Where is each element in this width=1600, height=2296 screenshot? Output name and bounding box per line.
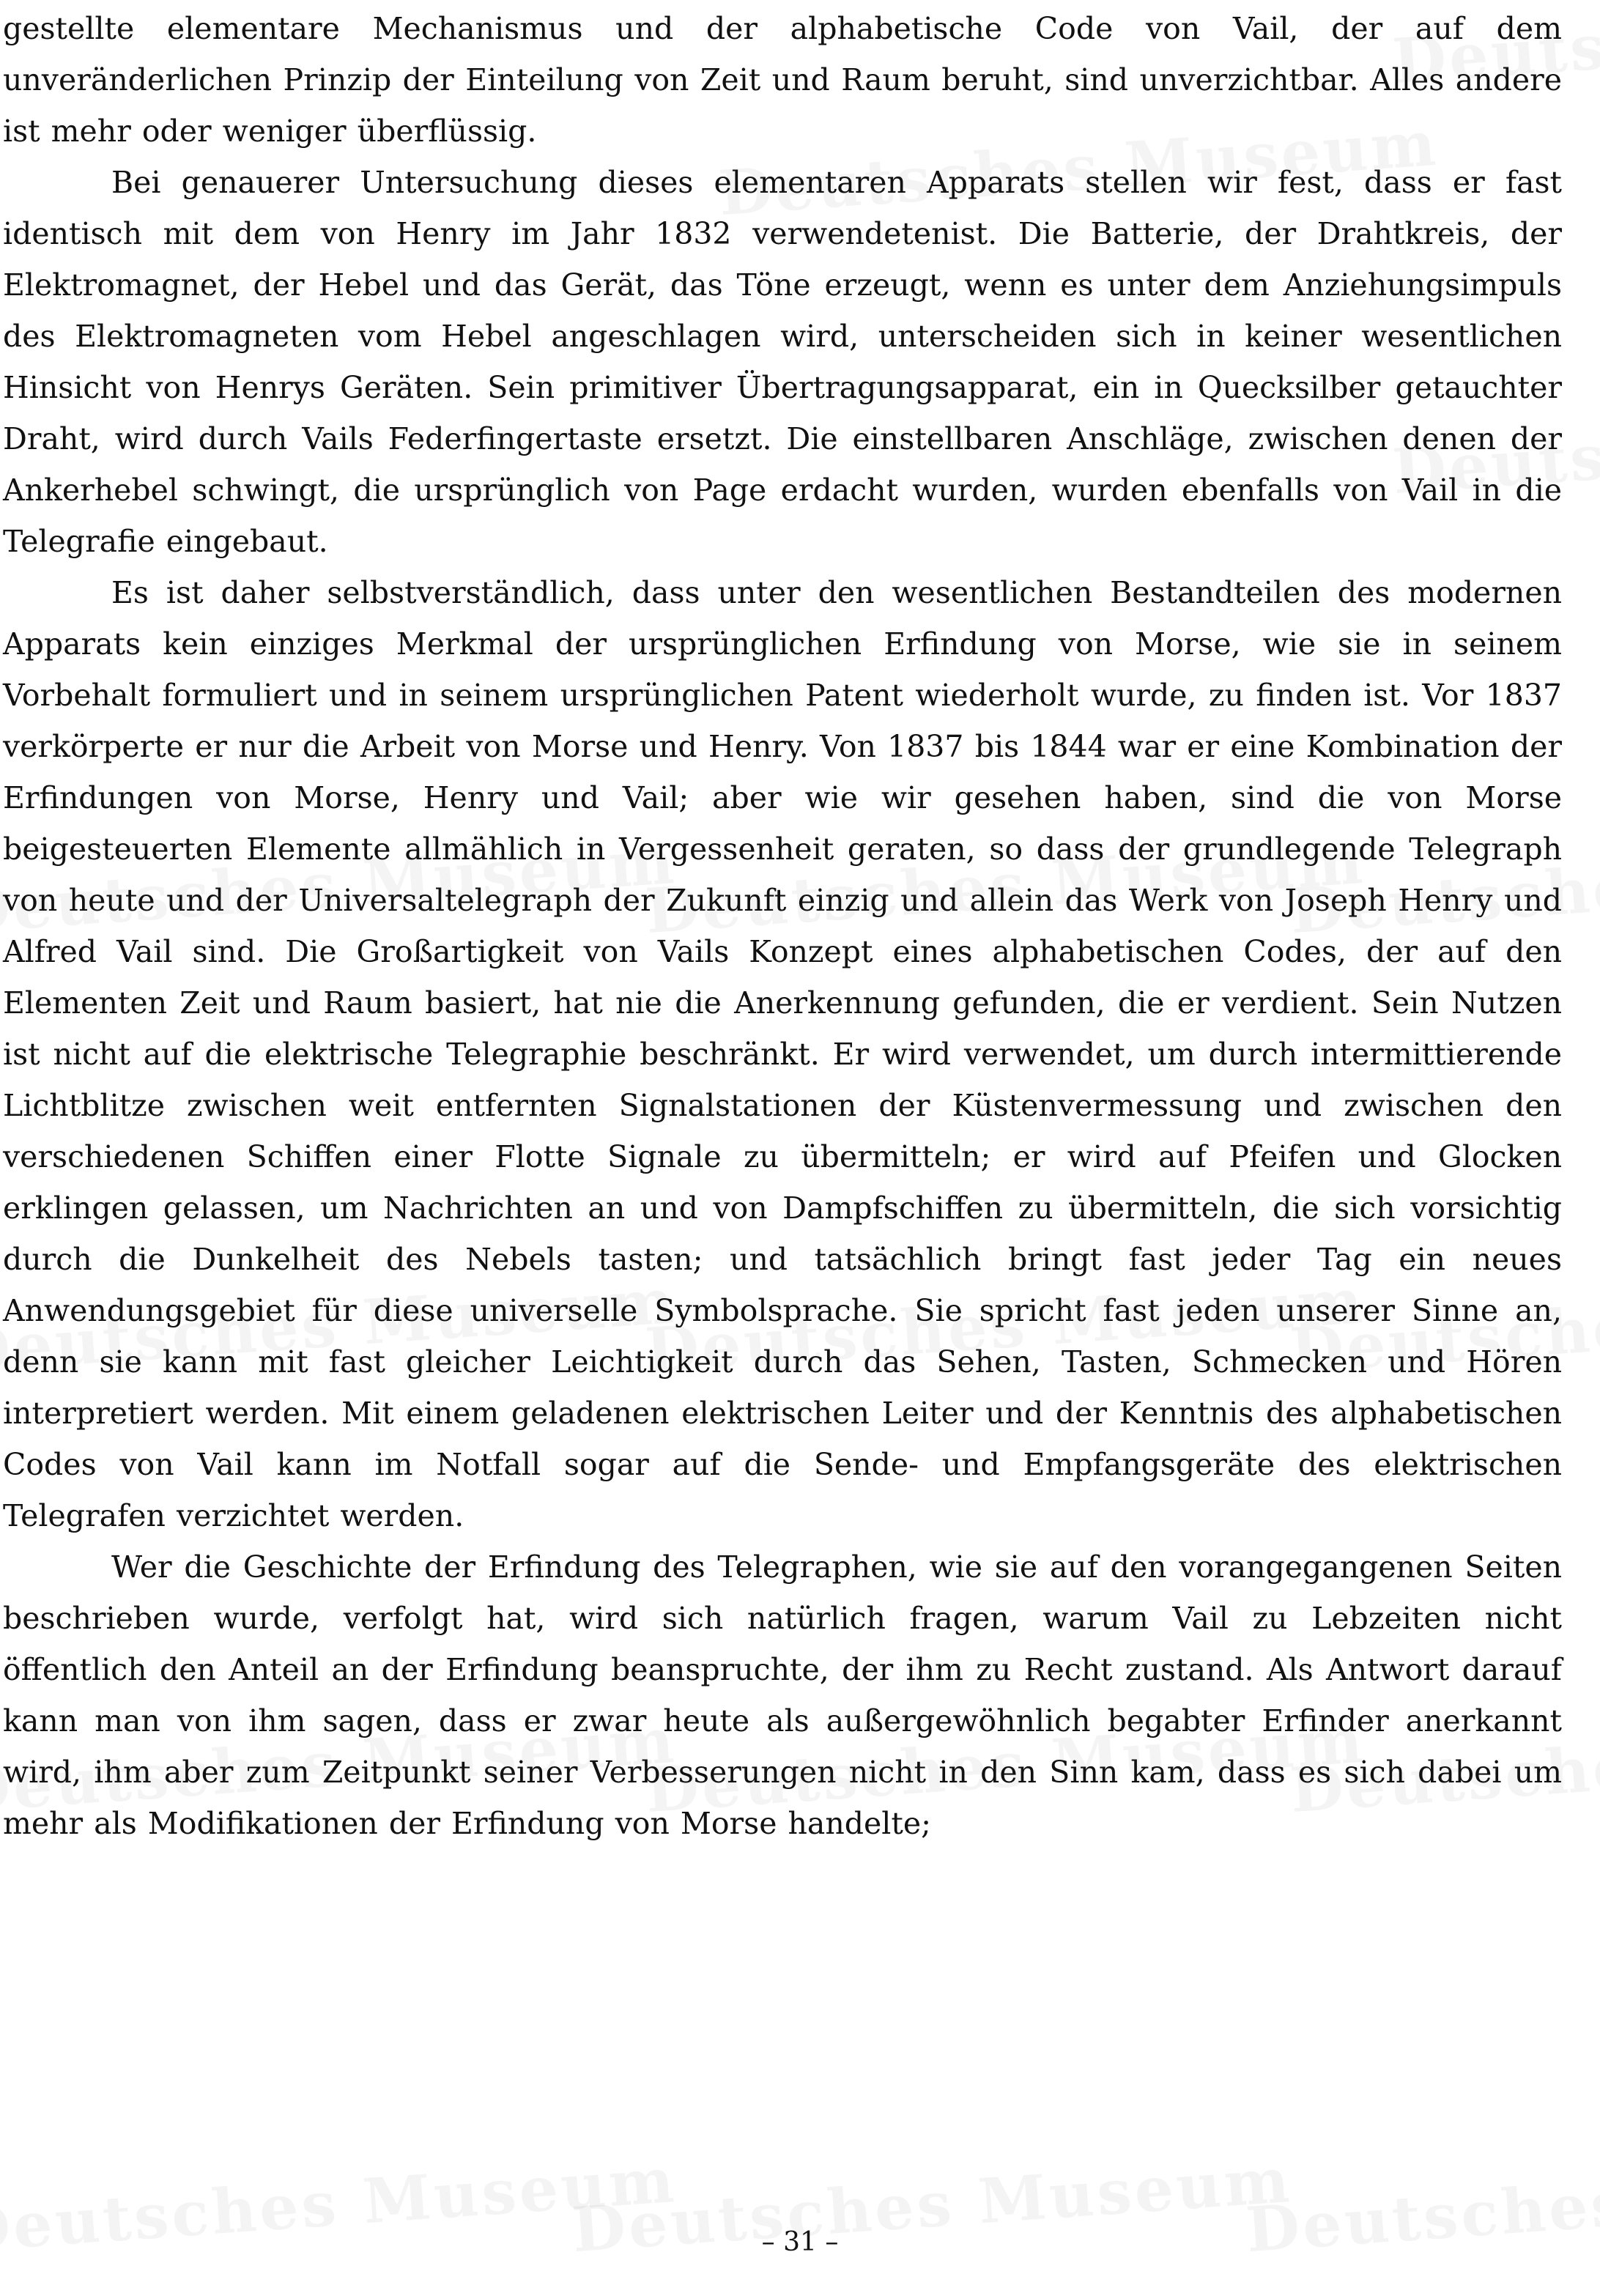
paragraph: Wer die Geschichte der Erfindung des Telegraphen, wie sie auf den vorangegangenen Seiten beschrieben wurde, verfolgt hat, wird sich natürlich fragen, warum Vail zu Lebzeiten nicht öffentlich den Anteil an der Erfindung beanspruchte, der ihm zu Recht zustand. Als Antwort darauf kann man von ihm sagen, dass er zwar heute als außergewöhnlich begabter Erfinder anerkannt wird, ihm aber zum Zeitpunkt seiner Verbesserungen nicht in den Sinn kam, dass es sich dabei um mehr als Modifikationen der Erfindung von Morse handelte; [3,1549,1562,1841]
body-text [3,3,1562,1849]
paragraph: gestellte elementare Mechanismus und der alphabetische Code von Vail, der auf dem unveränderlichen Prinzip der Einteilung von Zeit und Raum beruht, sind unverzichtbar. Alles andere ist mehr oder weniger überflüssig. [3,11,1562,149]
page-number: – 31 – [761,2227,839,2257]
paragraph: Es ist daher selbstverständlich, dass unter den wesentlichen Bestandteilen des modernen Apparats kein einziges Merkmal der ursprünglichen Erfindung von Morse, wie sie in seinem Vorbehalt formuliert und in seinem ursprünglichen Patent wiederholt wurde, zu finden ist. Vor 1837 verkörperte er nur die Arbeit von Morse und Henry. Von 1837 bis 1844 war er eine Kombination der Erfindungen von Morse, Henry und Vail; aber wie wir gesehen haben, sind die von Morse beigesteuerten Elemente allmählich in Vergessenheit geraten, so dass der grundlegende Telegraph von heute und der Universaltelegraph der Zukunft einzig und allein das Werk von Joseph Henry und Alfred Vail sind. Die Großartigkeit von Vails Konzept eines alphabetischen Codes, der auf den Elementen Zeit und Raum basiert, hat nie die Anerkennung gefunden, die er verdient. Sein Nutzen ist nicht auf die elektrische Telegraphie beschränkt. Er wird verwendet, um durch intermittierende Lichtblitze zwischen weit entfernten Signalstationen der Küstenvermessung und zwischen den verschiedenen Schiffen einer Flotte Signale zu übermitteln; er wird auf Pfeifen und Glocken erklingen gelassen, um Nachrichten an und von Dampfschiffen zu übermitteln, die sich vorsichtig durch die Dunkelheit des Nebels tasten; und tatsächlich bringt fast jeder Tag ein neues Anwendungsgebiet für diese universelle Symbolsprache. Sie spricht fast jeden unserer Sinne an, denn sie kann mit fast gleicher Leichtigkeit durch das Sehen, Tasten, Schmecken und Hören interpretiert werden. Mit einem geladenen elektrischen Leiter und der Kenntnis des alphabetischen Codes von Vail kann im Notfall sogar auf die Sende- und Empfangsgeräte des elektrischen Telegrafen verzichtet werden. [3,575,1562,1533]
paragraph: Bei genauerer Untersuchung dieses elementaren Apparats stellen wir fest, dass er fast identisch mit dem von Henry im Jahr 1832 verwendetenist. Die Batterie, der Drahtkreis, der Elektromagnet, der Hebel und das Gerät, das Töne erzeugt, wenn es unter dem Anziehungsimpuls des Elektromagneten vom Hebel angeschlagen wird, unterscheiden sich in keiner wesentlichen Hinsicht von Henrys Geräten. Sein primitiver Übertragungsapparat, ein in Quecksilber getauchter Draht, wird durch Vails Federfingertaste ersetzt. Die einstellbaren Anschläge, zwischen denen der Ankerhebel schwingt, die ursprünglich von Page erdacht wurden, wurden ebenfalls von Vail in die Telegrafie eingebaut. [3,165,1562,559]
